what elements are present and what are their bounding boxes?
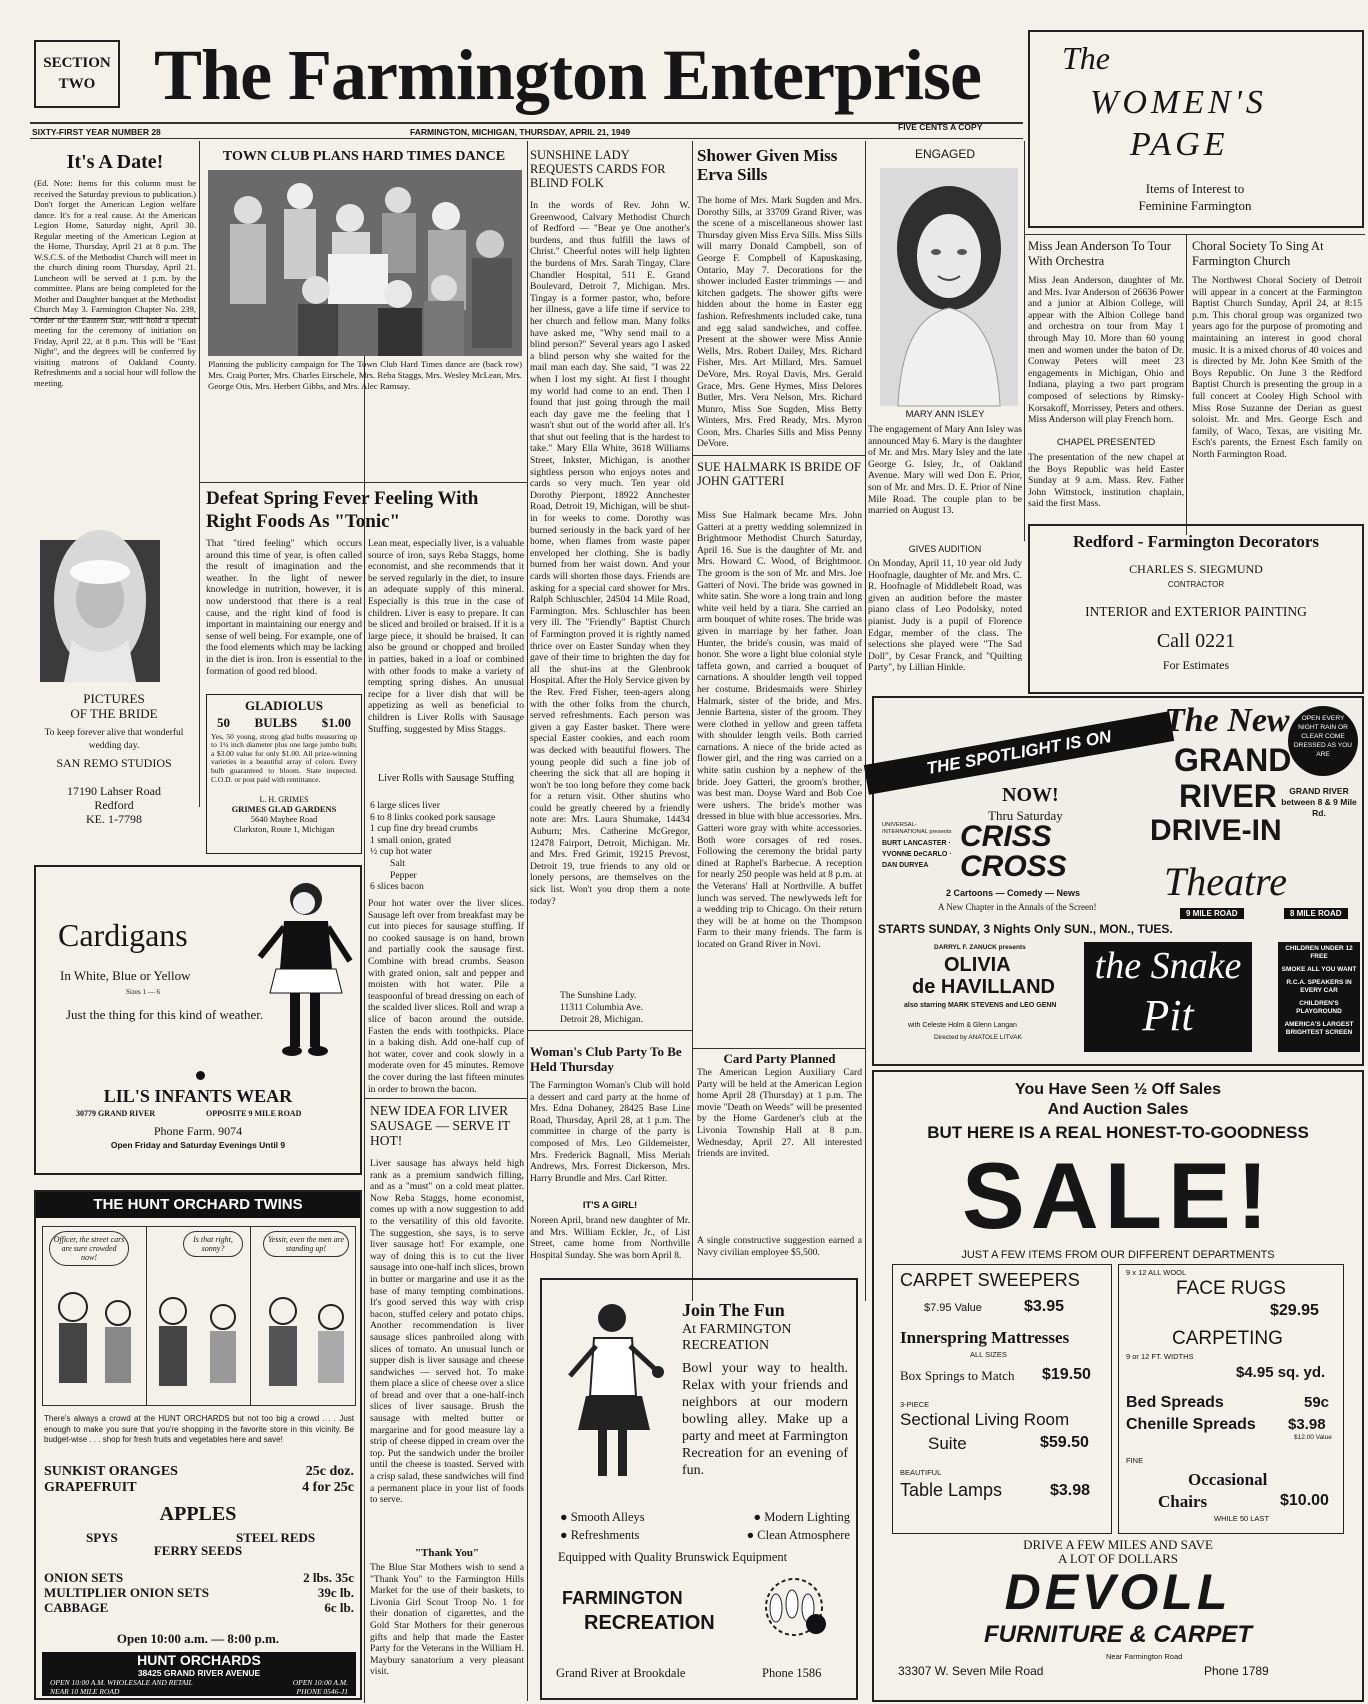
sale-all-sizes: ALL SIZES bbox=[970, 1350, 1007, 1359]
engaged-label: ENGAGED bbox=[914, 147, 975, 161]
year-number: SIXTY-FIRST YEAR NUMBER 28 bbox=[32, 127, 161, 137]
womens-title: WOMEN'S bbox=[1090, 84, 1267, 121]
sale-box: Box Springs to Match bbox=[900, 1368, 1015, 1383]
womans-club-body: The Farmington Woman's Club will hold a dessert and card party at the home of Mrs. Edna Dohaney, 28425 Base Line Road, Thursday, April 28, at 1 p.m. The committee in charge of the party is composed of Mrs. Leo Gildemeister, Mrs. Frederick Bagnall, Miss Meriah Andrews, Mrs. Forrest Dickerson, Mrs. Harry Brundle and Mrs. Carl Ritter. bbox=[530, 1080, 690, 1184]
cardigans-sizes: Sizes 1 — 6 bbox=[126, 988, 161, 996]
shower-headline: Shower Given Miss Erva Sills bbox=[697, 146, 838, 184]
hunt-f2: OPEN 10:00 A.M. bbox=[292, 1678, 348, 1687]
recipe-title: Liver Rolls with Sausage Stuffing bbox=[378, 773, 514, 784]
town-club-caption: Planning the publicity campaign for The Town Club Hard Times dance are (back row) Mrs. Craig Porter, Mrs. Charles Eirschele, Mrs. Reba Staggs, Mrs. Wesley McLean, Mrs. George Otis, Mrs. Herbert Gibbs, and Mrs. Alec Ramsay. bbox=[208, 359, 522, 391]
card-party-body: The American Legion Auxiliary Card Party will be held at the American Legion home April 28 (Thursday) at 1 p.m. The movie "Death on Weeds" will be presented by the Home Gardener's club at the Livonia Township Hall at 8 p.m. Wednesday, April 27. All interested friends are invited. bbox=[697, 1067, 862, 1160]
sale-chenille-value: $12.00 Value bbox=[1294, 1434, 1332, 1441]
thanks-body: The Blue Star Mothers wish to send a "Thank You" to the Farmington Hills Market for the use of their baskets, to Livonia Girl Scout Troop No. 1 for their donation of cigarettes, and the Gold Star Mothers for their generous gifts and help that made the Easter Party for the Veterans in the William H. Maybury sanatorium a very pleasant visit. bbox=[370, 1562, 524, 1678]
drive-in-open: OPEN EVERY NIGHT RAIN OR CLEAR COME DRESSED AS YOU ARE bbox=[1288, 706, 1358, 776]
thanks-headline: "Thank You" bbox=[414, 1547, 480, 1559]
sale-inner: Innerspring Mattresses bbox=[900, 1328, 1070, 1347]
recreation-name-1: FARMINGTON bbox=[562, 1588, 683, 1608]
drive-in-road-2: 8 MILE ROAD bbox=[1284, 908, 1348, 919]
price-row bbox=[44, 1585, 354, 1600]
drive-in-thru: Thru Saturday bbox=[988, 808, 1063, 823]
drive-in-also: also starring MARK STEVENS and LEO GENN bbox=[904, 1002, 1057, 1009]
sale-bed-price: 59c bbox=[1304, 1394, 1330, 1411]
sale-bed: Bed Spreads bbox=[1126, 1394, 1224, 1411]
drive-in-studio: UNIVERSAL-INTERNATIONAL presents bbox=[882, 822, 952, 835]
price-row bbox=[44, 1480, 354, 1496]
sunshine-body: In the words of Rev. John W. Greenwood, Calvary Methodist Church of Redford — "Bear ye One another's burdens, and thus fulfill the laws of Christ." Cheerful notes will help lighten the burdens of Mrs. Sarah Tingay, Clare Chandler Hospital, 511 E. Grand Boulevard, Detroit 7, Michigan. Mrs. Tingay is a former pastor, who, before her illness, gave a life time if service to her church and fellow man. Many folks have asked me, "Why send mail to a blind person?" Several years ago I asked a blind person why she waited for the mail man each day. She said, "I was 22 when I lost my sight. At first I thought my world had come to an end. Then I found that just going through the mail each day gave me the feeling that I wasn't shut out of the world after all. It's that shut out feeling that is the hardest to take." Mary Ella White, 3618 Williams Street, Inkster, Michigan, is another sightless person who enjoys notes and cards so very much. Ten year old Dorothy Pierpont, 18922 Annchester Road, Detroit 19, Michigan, will be shut-in for weeks to come. Dorothy was burned seriously in the back yard of her home, when flames from waste paper enveloped her clothing. She is badly burned from her waist down. And your cards will shorten those days. Friends are asking for a special card shower for Mrs. Ralph Schluschler, 24504 14 Mile Road, Farmington. Mrs. Schluschler has been very ill. The "Friendly" Baptist Church of Farmington proved it is rightly named thrice over on Easter Sunday when they gave of their time to brighten the day for all the shut-ins at the Glenbrook Hospital. After the Holy Service given by the Rev. Fred Fisher, teen-agers along with the other folks from the church, served refreshments. Each person was given a gay Easter basket. There were special Easter cookies, and each room was decked with beautiful flowers. The young people did such a fine job of cheering the sick that all are hoping it won't be too long before they come back for a return visit. Other shutins who could be greatly cheered by a friendly note are: Mrs. Laura Shumake, 14434 Auburn; Mrs. Catherine McGregor, 12478 Fairport, Detroit, Michigan. Mr. and Mrs. Fred Grimit, 19215 Prevost, Detroit 19, true friends to any old or lonely persons, are themselves on the sick list. Won't you drop them a note today? bbox=[530, 200, 690, 907]
sale-suite: Suite bbox=[928, 1434, 967, 1453]
ingredient-item: 6 to 8 links cooked pork sausage bbox=[370, 811, 496, 823]
hunt-bubble-2: Is that right, sonny? bbox=[183, 1231, 243, 1257]
drive-in-name-3: DRIVE-IN bbox=[1150, 814, 1282, 847]
item-name: SUNKIST ORANGES bbox=[44, 1464, 178, 1479]
sale-carpeting: CARPETING bbox=[1172, 1328, 1283, 1349]
drive-in-film-2a: the Snake bbox=[1094, 945, 1242, 987]
item-name: ONION SETS bbox=[44, 1570, 124, 1585]
cardigans-title: Cardigans bbox=[58, 917, 188, 953]
cardigans-colors: In White, Blue or Yellow bbox=[60, 968, 191, 983]
recipe-ingredients bbox=[370, 800, 524, 893]
gladiolus-qty: 50 bbox=[217, 714, 230, 730]
hunt-spys: SPYS bbox=[86, 1530, 118, 1545]
sale-carpet-value: $7.95 Value bbox=[924, 1302, 982, 1314]
drive-in-starts: STARTS SUNDAY, 3 Nights Only SUN., MON., TUES. bbox=[878, 922, 1173, 936]
sale-drive-1: DRIVE A FEW MILES AND SAVE bbox=[1023, 1537, 1213, 1552]
sale-box-price: $19.50 bbox=[1042, 1366, 1091, 1383]
halmark-body: Miss Sue Halmark became Mrs. John Gatteri at a pretty wedding solemnized in Brightmoor Methodist Church Saturday, April 16. Sue is the daughter of Mr. and Mrs. Howard C. Wood, of Brightmoor. The groom is the son of Mr. and Mrs. Joe Gatteri of Novi. The bride was gowned in white satin. She wore a long train and long white veil held by a tiara. She carried an arm bouquet of white roses. The bride was given in marriage by her father. Joan Hunter, the bride's cousin, was maid of honor. She wore a light blue colonial style taffeta gown, and carried a bouquet of carnations. A shoulder length veil topped her costume. Bridesmaids were Shirley Halmark, sister of the bride, and Mrs. Jennie Bartena, sister of the groom. They were clothed in yellow and green taffeta with shoulder length veils. Both carried carnations. A niece of the bride acted as flower girl, and the ring was carried on a white satin cushion by a nephew of the bride. Joey Gatteri, the groom's brother, was best man. Doyse Ward and Bob Coe were ushers. The bride's mother was dressed in blue with blue accessories. Mrs. Gatteri wore gray with white accessories. Both wore corsages of red roses. Following the ceremony the bridal party dined at Raphel's Barbecue. A reception for nearly 250 people was held at 8 p.m. at the Veterans' Hall at Northville. A buffet lunch was served. The newlyweds left for a wedding trip to Chicago. On their return they will be at home on the Thompson Farm to their many friends. The farm is located on Grand River in Novi. bbox=[697, 510, 862, 950]
hunt-footer bbox=[42, 1652, 356, 1696]
price-row bbox=[44, 1464, 354, 1480]
drive-in-perks bbox=[1278, 942, 1360, 1052]
section-label: SECTION TWO bbox=[43, 55, 111, 92]
its-a-date-body: (Ed. Note: Items for this column must be received the Saturday previous to publication.) Don't forget the American Legion welfare dance. It's for a real cause. At the American Legion Home, Saturday night, April 30. Regular meeting of the American Legion at the Home, Thursday, April 21 at 8 p.m. The W.S.C.S. of the Methodist Church will meet in the church dining room Thursday, April 21. Luncheon will be served at 1 p.m. by the committee. Plans are being completed for the Mother and Daughter banquet at the Methodist Church May 3. Farmington Chapter No. 239, Order of the Eastern Star, will hold a special meeting for the ceremony of initiation on Friday, April 22, at 8 p.m. This will be "East Night", and the degrees will be conferred by visiting matrons of Oakland County. Refreshments and a social hour will follow the meeting. bbox=[34, 178, 196, 388]
engaged-body: The engagement of Mary Ann Isley was announced May 6. Mary is the daughter of Mr. and Mrs. Mary Isley and the late George G. Isley, Jr., of Oakland Avenue. Mary will wed Don E. Prior, son of Mr. and Mrs. D. E. Prior of Nine Mile Road. The couple plan to be married on August 13. bbox=[868, 424, 1022, 517]
gladiolus-city: Clarkston, Route 1, Michigan bbox=[233, 823, 335, 834]
ingredient-item: 1 small onion, grated bbox=[370, 834, 451, 846]
drive-in-road-1: 9 MILE ROAD bbox=[1180, 908, 1244, 919]
drive-in-name-1: GRAND bbox=[1174, 742, 1292, 778]
ingredient-item: 1 cup fine dry bread crumbs bbox=[370, 823, 478, 835]
sale-last: WHILE 50 LAST bbox=[1214, 1514, 1270, 1523]
item-name: CABBAGE bbox=[44, 1600, 109, 1615]
sale-chenille-price: $3.98 bbox=[1288, 1416, 1326, 1433]
hunt-blurb: There's always a crowd at the HUNT ORCHARDS but not too big a crowd . . . Just enough to make you sure that you're shopping in the favorite store in this vicinity. Be budget-wise . . . shop for fresh fruits and vegetables here and save! bbox=[44, 1414, 354, 1444]
gladiolus-title: GLADIOLUS bbox=[244, 698, 324, 713]
cardigans-phone: Phone Farm. 9074 bbox=[153, 1124, 243, 1138]
drive-in-stars: BURT LANCASTER · YVONNE DeCARLO · DAN DURYEA bbox=[882, 840, 952, 869]
chapel-body: The presentation of the new chapel at the Boys Republic was held Easter Sunday at 9 a.m. Mass. Rev. Father John Wittstock, institution chaplain, said the first Mass. bbox=[1028, 452, 1184, 510]
choral-body: The Northwest Choral Society of Detroit will appear in a concert at the Farmington Baptist Church Sunday, April 24, at 8:15 p.m. This choral group was organized two years ago for the purpose of promoting and maintaining an interest in good choral music. It is a mixed chorus of 40 voices and is directed by Mr. John Kee Smith of the Boys Republic. On June 3 the Redford Baptist Church is presenting the group in a full concert at Cooley High School with Miss Rose Suzanne der Derian as guest soloist. Mr. and Mrs. George Esch and family, of Waco, Texas, are visiting Mr. Esch's parents, the Ernest Esch family on North Farmington Road. bbox=[1192, 275, 1362, 460]
drive-in-theatre: Theatre bbox=[1164, 859, 1287, 904]
womens-title-2: PAGE bbox=[1130, 126, 1229, 163]
recreation-h1: Join The Fun bbox=[682, 1300, 785, 1320]
pictures-h1: PICTURES bbox=[83, 691, 145, 706]
drive-in-banner: THE SPOTLIGHT IS ON bbox=[864, 711, 1174, 794]
sale-ad bbox=[872, 1070, 1364, 1702]
hunt-items-2 bbox=[44, 1570, 354, 1615]
item-name: GRAPEFRUIT bbox=[44, 1480, 137, 1495]
chapel-headline: CHAPEL PRESENTED bbox=[1056, 437, 1156, 448]
drive-in-zanuck: DARRYL F. ZANUCK presents bbox=[934, 944, 1026, 951]
perk-item: R.C.A. SPEAKERS IN EVERY CAR bbox=[1286, 979, 1352, 994]
dateline: FARMINGTON, MICHIGAN, THURSDAY, APRIL 21, 1949 bbox=[410, 127, 631, 137]
ingredient-item: Salt bbox=[390, 857, 405, 869]
sale-devoll: DEVOLL bbox=[1004, 1564, 1232, 1620]
audition-headline: GIVES AUDITION bbox=[908, 544, 982, 554]
hunt-title: THE HUNT ORCHARD TWINS bbox=[36, 1192, 360, 1218]
cardigans-child-illustration bbox=[246, 877, 356, 1072]
cardigans-hours: Open Friday and Saturday Evenings Until 9 bbox=[110, 1140, 286, 1150]
gladiolus-signer: L. H. GRIMES bbox=[259, 794, 309, 804]
womans-club-headline: Woman's Club Party To Be Held Thursday bbox=[530, 1044, 682, 1074]
recreation-body: Bowl your way to health. Relax with your friends and neighbors at our modern bowling alley. Make up a party and meet at Farmington Recreation for an evening of fun. bbox=[682, 1361, 848, 1478]
sale-beautiful: BEAUTIFUL bbox=[900, 1468, 942, 1477]
sale-lamps: Table Lamps bbox=[900, 1480, 1003, 1500]
drive-in-with: with Celeste Holm & Glenn Langan bbox=[908, 1022, 1017, 1029]
sale-chairs: Chairs bbox=[1158, 1492, 1208, 1511]
sale-l3: BUT HERE IS A REAL HONEST-TO-GOODNESS bbox=[927, 1123, 1309, 1142]
sunshine-headline: SUNSHINE LADY REQUESTS CARDS FOR BLIND FOLK bbox=[530, 148, 666, 190]
sale-fine: FINE bbox=[1126, 1456, 1144, 1465]
hunt-steel: STEEL REDS bbox=[236, 1530, 316, 1545]
cardigans-tagline: Just the thing for this kind of weather. bbox=[66, 1007, 264, 1022]
sale-lamps-price: $3.98 bbox=[1050, 1482, 1091, 1499]
shower-body: The home of Mrs. Mark Sugden and Mrs. Dorothy Sills, at 33709 Grand River, was the scene of a miscellaneous shower last Thursday given Miss Erva Sills. Miss Sills will marry Donald Campbell, son of George F. Compbell of Kapuskasing, Ontario, May 7. Decorations for the shower included Easter trimmings — and kitchen gadgets. The shower gifts were hidden about the home in Easter egg fashion. Refreshments included cake, tuna and egg salad sandwiches, and coffee. Present at the shower were Miss Annie Wells, Mrs. Robert Dailey, Mrs. Richard Fisher, Mrs. Art Millard, Mrs. Samuel DeVore, Mrs. Royal Davis, Mrs. Gerald Grace, Mrs. Gene Hymes, Miss Delores Butler, Mrs. Vera Nelson, Mrs. Richard Munro, Miss Sue Sugden, Miss Betty Winters, Mrs. Fred Ready, Mrs. Myron Coon, Mrs. Charles Sills and Miss Penny DeVore. bbox=[697, 195, 862, 450]
sale-l1: You Have Seen ½ Off Sales bbox=[1014, 1081, 1221, 1098]
price: FIVE CENTS A COPY bbox=[898, 122, 983, 132]
recreation-ad bbox=[540, 1278, 858, 1700]
drive-in-film-2 bbox=[1084, 942, 1252, 1052]
sunshine-sign-3: Detroit 28, Michigan. bbox=[560, 1014, 644, 1025]
drive-in-star-2b: de HAVILLAND bbox=[912, 976, 1055, 998]
hunt-items-1 bbox=[44, 1464, 354, 1496]
pictures-studio: SAN REMO STUDIOS bbox=[56, 756, 172, 770]
pictures-h2: OF THE BRIDE bbox=[70, 706, 158, 721]
girl-headline: IT'S A GIRL! bbox=[582, 1200, 638, 1211]
ingredient-item: 6 slices bacon bbox=[370, 881, 424, 893]
sale-rugs: FACE RUGS bbox=[1176, 1278, 1286, 1299]
perk-item: CHILDREN'S PLAYGROUND bbox=[1296, 1000, 1342, 1015]
recreation-f1: ● Smooth Alleys bbox=[560, 1510, 645, 1524]
pictures-city: Redford bbox=[94, 798, 134, 812]
cardigans-store: LIL'S INFANTS WEAR bbox=[103, 1086, 293, 1106]
item-price: 25c doz. bbox=[305, 1464, 354, 1479]
hunt-f4: PHONE 0546-J1 bbox=[296, 1687, 348, 1696]
recreation-name-2: RECREATION bbox=[584, 1612, 715, 1634]
decorators-title: Redford - Farmington Decorators bbox=[1073, 532, 1319, 551]
defeat-headline: Defeat Spring Fever Feeling With Right Foods As "Tonic" bbox=[206, 488, 479, 532]
drive-in-star-2a: OLIVIA bbox=[944, 954, 1011, 976]
sale-piece: 3-PIECE bbox=[900, 1400, 930, 1409]
pictures-addr: 17190 Lahser Road bbox=[67, 784, 161, 798]
sale-occ: Occasional bbox=[1188, 1470, 1268, 1489]
decorators-estimates: For Estimates bbox=[1162, 658, 1230, 672]
sale-sub: JUST A FEW ITEMS FROM OUR DIFFERENT DEPARTMENTS bbox=[961, 1249, 1275, 1261]
ingredient-item: ½ cup hot water bbox=[370, 846, 432, 858]
sale-widths: 9 or 12 FT. WIDTHS bbox=[1126, 1352, 1194, 1361]
drive-in-now: NOW! bbox=[1002, 784, 1059, 806]
liver-headline: NEW IDEA FOR LIVER SAUSAGE — SERVE IT HOT! bbox=[370, 1103, 511, 1148]
recreation-f3: ● Refreshments bbox=[560, 1528, 640, 1542]
card-party-headline: Card Party Planned bbox=[723, 1051, 836, 1066]
liver-body: Liver sausage has always held high rank as a premium sandwich filling, and as a "must" on a cold meat platter. Now Reba Staggs, home economist, comes up with a now suggestion to add to the versatility of this old favorite. The suggestion, she says, is to serve liver sausage hot! For example, one way of doing this is to cut the liver sausage into one-half inch slices, brown in butter or margarine and use it as the base of many tempting combinations. It's good served this way with crisp bacon, stuffed celery and potato chips. Another recommendation is liver sausage slices panbroiled along with slices of tomato. An unusual lunch or supper dish is liver sausage and cheese sandwiches — served hot. To make them place a slice of cheese over a slice of bread and over that a one-half-inch slices of liver sausage. Brush the sausage with melted butter or margarine and for good measure lay a strip of cheese dipped in cream over the top. Put the sandwich under the broiler until the cheese is toasted. Served with a crisp salad, these sandwiches will find a permanent place in your list of foods to serve. bbox=[370, 1158, 524, 1506]
gladiolus-body: Yes, 50 young, strong glad bulbs measuring up to 1¼ inch diameter plus one large jumbo bulb; a $3.00 value for only $1.00. All prize-winning varieties in a beautiful array of colors. Every bulb guaranteed to bloom. State inspected. C.O.D. or post paid with remittance. bbox=[211, 731, 357, 784]
item-name: MULTIPLIER ONION SETS bbox=[44, 1585, 209, 1600]
recreation-h2: At FARMINGTON bbox=[682, 1322, 792, 1337]
choral-headline: Choral Society To Sing At Farmington Church bbox=[1192, 239, 1324, 268]
sunshine-sign-1: The Sunshine Lady. bbox=[560, 990, 637, 1001]
engaged-name: MARY ANN ISLEY bbox=[905, 409, 985, 420]
gladiolus-firm: GRIMES GLAD GARDENS bbox=[231, 803, 337, 814]
pictures-phone: KE. 1-7798 bbox=[86, 812, 142, 826]
card-party-note: A single constructive suggestion earned a Navy civilian employee $5,500. bbox=[697, 1235, 862, 1258]
defeat-col1: That "tired feeling" which occurs around this time of year, is often called the result of imagination and the weather. In the light of newer knowledge in nutrition, however, it is now understood that there is a real cause, and the right kind of food is important in maintaining our energy and sense of well being. For example, one of the food elements which may be lacking in the diet is iron. Iron is essential to the formation of good red blood. bbox=[206, 538, 362, 677]
its-a-date-headline: It's A Date! bbox=[66, 151, 164, 173]
drive-in-film-1: CRISS CROSS bbox=[960, 820, 1067, 883]
defeat-col2: Lean meat, especially liver, is a valuable source of iron, says Reba Staggs, home economist, and she recommends that it be served regularly in the diet, to insure an adequate supply of this mineral. Especially is this true in the case of children. Liver is easy to prepare. It can be sliced and broiled or braised. If it is a large piece, it should be braised. It can also be ground or chopped and broiled in patties, baked in a loaf or combined with other foods to make a variety of tempting spring dishes. An unusual recipe for a liver dish that will be appetizing as well as beneficial to children is Liver Rolls with Sausage Stuffing, suggested by Miss Staggs. bbox=[368, 538, 524, 735]
womens-the: The bbox=[1062, 40, 1110, 76]
sale-chenille: Chenille Spreads bbox=[1126, 1416, 1256, 1433]
drive-in-ad bbox=[872, 696, 1364, 1066]
sale-near: Near Farmington Road bbox=[1106, 1652, 1183, 1661]
hunt-orchard-ad bbox=[34, 1190, 362, 1700]
decorators-ad bbox=[1028, 524, 1364, 694]
sale-carpet: CARPET SWEEPERS bbox=[900, 1270, 1080, 1290]
cardigans-opp: OPPOSITE 9 MILE ROAD bbox=[206, 1109, 302, 1118]
gladiolus-bulbs: BULBS bbox=[254, 714, 298, 730]
bowler-icon bbox=[560, 1296, 664, 1486]
decorators-service: INTERIOR and EXTERIOR PAINTING bbox=[1085, 604, 1307, 619]
hunt-hours: Open 10:00 a.m. — 8:00 p.m. bbox=[116, 1631, 280, 1646]
perk-item: AMERICA'S LARGEST BRIGHTEST SCREEN bbox=[1284, 1021, 1354, 1036]
recreation-h3: RECREATION bbox=[682, 1338, 770, 1353]
sale-wool: 9 x 12 ALL WOOL bbox=[1126, 1268, 1187, 1277]
recreation-equip: Equipped with Quality Brunswick Equipment bbox=[558, 1550, 788, 1564]
womens-page-box bbox=[1028, 30, 1364, 228]
item-price: 6c lb. bbox=[324, 1600, 354, 1615]
sale-big: SALE! bbox=[962, 1143, 1274, 1248]
decorators-role: CONTRACTOR bbox=[1167, 580, 1225, 589]
ingredient-item: Pepper bbox=[390, 869, 417, 881]
audition-body: On Monday, April 11, 10 year old Judy Hoofnagle, daughter of Mr. and Mrs. C. R. Hoofnagle of Middlebelt Road, was given an audition before the master piano class of Leo Podolsky, noted pianist. Judy is a pupil of Florence Edgar, member of the class. The selections she played were "The Sad Doll", by Cesar Franck, and "Quilting Party", by Lillian Hinkle. bbox=[868, 558, 1022, 674]
hunt-apples: APPLES bbox=[159, 1503, 237, 1525]
item-price: 2 lbs. 35c bbox=[303, 1570, 354, 1585]
pictures-body: To keep forever alive that wonderful wedding day. bbox=[44, 728, 184, 751]
sunshine-sign-2: 11311 Columbia Ave. bbox=[560, 1002, 644, 1013]
recreation-addr: Grand River at Brookdale bbox=[556, 1666, 686, 1680]
sale-rugs-price: $29.95 bbox=[1270, 1302, 1319, 1319]
bullet-icon bbox=[196, 1071, 205, 1080]
sale-suite-price: $59.50 bbox=[1040, 1434, 1089, 1451]
gladiolus-ad bbox=[206, 694, 362, 854]
recreation-f4: ● Clean Atmosphere bbox=[746, 1528, 850, 1542]
womens-subtitle: Items of Interest to Feminine Farmington bbox=[1138, 181, 1252, 213]
hunt-bubble-1: Officer, the street cars are sure crowded now! bbox=[49, 1231, 129, 1266]
drive-in-annals: A New Chapter in the Annals of the Screen! bbox=[938, 902, 1097, 912]
ingredient-item: 6 large slices liver bbox=[370, 800, 440, 811]
decorators-name: CHARLES S. SIEGMUND bbox=[1129, 562, 1263, 576]
gladiolus-price: $1.00 bbox=[321, 714, 351, 730]
sale-drive-2: A LOT OF DOLLARS bbox=[1057, 1551, 1179, 1566]
sale-sectional: Sectional Living Room bbox=[900, 1410, 1070, 1429]
drive-in-director: Directed by ANATOLE LITVAK bbox=[934, 1034, 1022, 1041]
recreation-features bbox=[560, 1508, 850, 1544]
sale-carpeting-price: $4.95 sq. yd. bbox=[1236, 1364, 1326, 1381]
drive-in-film-2b: Pit bbox=[1142, 991, 1194, 1040]
sale-carpet-price: $3.95 bbox=[1024, 1298, 1065, 1315]
sale-l2: And Auction Sales bbox=[1047, 1101, 1189, 1118]
hunt-f3: NEAR 10 MILE ROAD bbox=[50, 1687, 120, 1696]
girl-body: Noreen April, brand new daughter of Mr. and Mrs. William Eckler, Jr., of List Street, came home from Northville Hospital Sunday. She was born April 8. bbox=[530, 1215, 690, 1261]
gladiolus-addr: 5640 Maybee Road bbox=[250, 813, 318, 824]
hunt-ferry: FERRY SEEDS bbox=[153, 1543, 243, 1558]
hunt-footer-addr: 38425 GRAND RIVER AVENUE bbox=[137, 1668, 261, 1678]
decorators-call: Call 0221 bbox=[1156, 630, 1236, 652]
hunt-comic bbox=[42, 1226, 356, 1406]
hunt-footer-name: HUNT ORCHARDS bbox=[137, 1652, 261, 1668]
drive-in-name-2: RIVER bbox=[1179, 778, 1277, 814]
sale-phone: Phone 1789 bbox=[1204, 1664, 1269, 1678]
drive-in-location: GRAND RIVER between 8 & 9 Mile Rd. bbox=[1281, 786, 1357, 818]
anderson-headline: Miss Jean Anderson To Tour With Orchestra bbox=[1028, 239, 1171, 268]
sale-addr: 33307 W. Seven Mile Road bbox=[898, 1664, 1044, 1678]
drive-in-the-new: The New bbox=[1164, 702, 1290, 739]
bowling-pins-icon bbox=[744, 1572, 844, 1642]
perk-item: SMOKE ALL YOU WANT bbox=[1281, 966, 1357, 973]
price-row bbox=[44, 1570, 354, 1585]
comic-figures-icon bbox=[43, 1277, 357, 1405]
cardigans-ad bbox=[34, 865, 362, 1175]
halmark-headline: SUE HALMARK IS BRIDE OF JOHN GATTERI bbox=[697, 460, 861, 488]
town-club-photo bbox=[208, 170, 522, 356]
town-club-headline: TOWN CLUB PLANS HARD TIMES DANCE bbox=[222, 149, 506, 164]
anderson-body: Miss Jean Anderson, daughter of Mr. and Mrs. Ivar Anderson of 26636 Power and a junior at Albion College, will appear with the Albion College band and orchestra on tour from May 1 through May 10. More than 60 young men and women under the baton of Dr. Conway Peters will meet 23 engagements in Michigan, Ohio and Indiana, playing a two part program composed of selections by Rimsky-Korsakoff, Morrissey, Peters and others. Miss Anderson will play French horn. bbox=[1028, 275, 1184, 426]
masthead-title: The Farmington Enterprise bbox=[154, 35, 981, 115]
recreation-f2: ● Modern Lighting bbox=[753, 1510, 850, 1524]
recipe-method: Pour hot water over the liver slices. Sausage left over from breakfast may be cut into pieces for sausage stuffing. If no cooked sausage is on hand, brown and partially cook the sausage first. Combine with bread crumbs. Season with grated onion, salt and pepper and moisten with hot water. Pile a teaspoonful of bread dressing on each of the scalded liver slices. Roll and wrap a slice of bacon around the outside. Fasten the ends with toothpicks. Place in a baking dish. Add one-half cup of hot water, cover and cook slowly in a moderate oven for 45 minutes. Remove the cover during the last fifteen minutes in order to brown the bacon. bbox=[368, 898, 524, 1095]
item-price: 39c lb. bbox=[317, 1585, 354, 1600]
hunt-f1: OPEN 10:00 A.M. WHOLESALE AND RETAIL bbox=[50, 1678, 193, 1687]
hunt-bubble-3: Yessir, even the men are standing up! bbox=[263, 1231, 349, 1257]
sale-devoll-2: FURNITURE & CARPET bbox=[984, 1621, 1252, 1648]
section-box bbox=[34, 40, 120, 108]
recreation-phone: Phone 1586 bbox=[762, 1666, 822, 1680]
bride-photo bbox=[40, 540, 160, 682]
perk-item: CHILDREN UNDER 12 FREE bbox=[1285, 945, 1353, 960]
drive-in-extras: 2 Cartoons — Comedy — News bbox=[946, 888, 1081, 898]
price-row bbox=[44, 1600, 354, 1615]
cardigans-addr: 30779 GRAND RIVER bbox=[76, 1109, 156, 1118]
engaged-photo bbox=[880, 168, 1018, 406]
item-price: 4 for 25c bbox=[302, 1480, 354, 1495]
sale-chairs-price: $10.00 bbox=[1280, 1492, 1329, 1509]
